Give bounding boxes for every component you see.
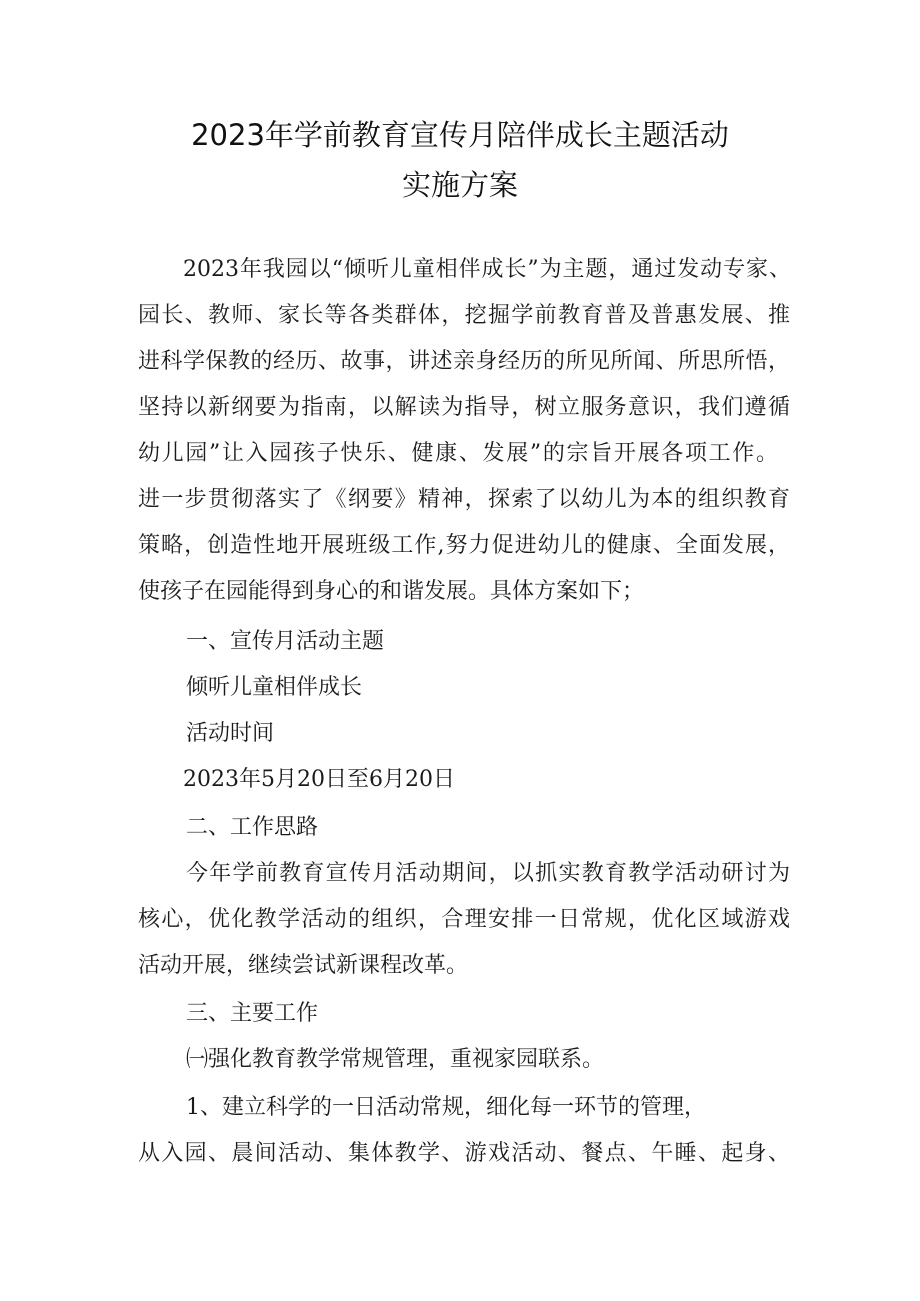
document-title-line-1: 2023年学前教育宣传月陪伴成长主题活动: [191, 118, 729, 152]
paragraph-line: 坚持以新纲要为指南，以解读为指导，树立服务意识，我们遵循: [138, 395, 790, 420]
paragraph-line: 幼儿园”让入园孩子快乐、健康、发展”的宗旨开展各项工作。: [138, 441, 778, 466]
paragraph-line: 核心，优化教学活动的组织，合理安排一日常规，优化区域游戏: [138, 907, 790, 932]
paragraph-line: 策略，创造性地开展班级工作,努力促进幼儿的健康、全面发展，: [138, 533, 790, 558]
paragraph-line: 使孩子在园能得到身心的和谐发展。具体方案如下；: [138, 579, 645, 604]
paragraph-line: 从入园、晨间活动、集体教学、游戏活动、餐点、午睡、起身、: [138, 1141, 790, 1166]
paragraph-line: 园长、教师、家长等各类群体，挖掘学前教育普及普惠发展、推: [138, 303, 790, 328]
paragraph-line: 活动开展，继续尝试新课程改革。: [138, 953, 469, 978]
document-title-line-2: 实施方案: [401, 168, 518, 202]
paragraph-line: 活动时间: [186, 721, 275, 746]
paragraph-line: 今年学前教育宣传月活动期间，以抓实教育教学活动研讨为: [186, 861, 790, 886]
paragraph-line: 倾听儿童相伴成长: [186, 675, 363, 700]
paragraph-line: 2023年5月20日至6月20日: [183, 767, 455, 792]
subsection-heading: ㈠强化教育教学常规管理，重视家园联系。: [186, 1047, 605, 1072]
section-heading: 三、主要工作: [186, 1001, 319, 1026]
section-heading: 二、工作思路: [186, 815, 319, 840]
paragraph-line: 2023年我园以“倾听儿童相伴成长”为主题，通过发动专家、: [183, 257, 791, 282]
paragraph-line: 1、建立科学的一日活动常规，细化每一环节的管理，: [186, 1095, 706, 1120]
section-heading: 一、宣传月活动主题: [186, 629, 385, 654]
paragraph-line: 进科学保教的经历、故事，讲述亲身经历的所见所闻、所思所悟，: [138, 349, 790, 374]
paragraph-line: 进一步贯彻落实了《纲要》精神，探索了以幼儿为本的组织教育: [138, 487, 790, 512]
